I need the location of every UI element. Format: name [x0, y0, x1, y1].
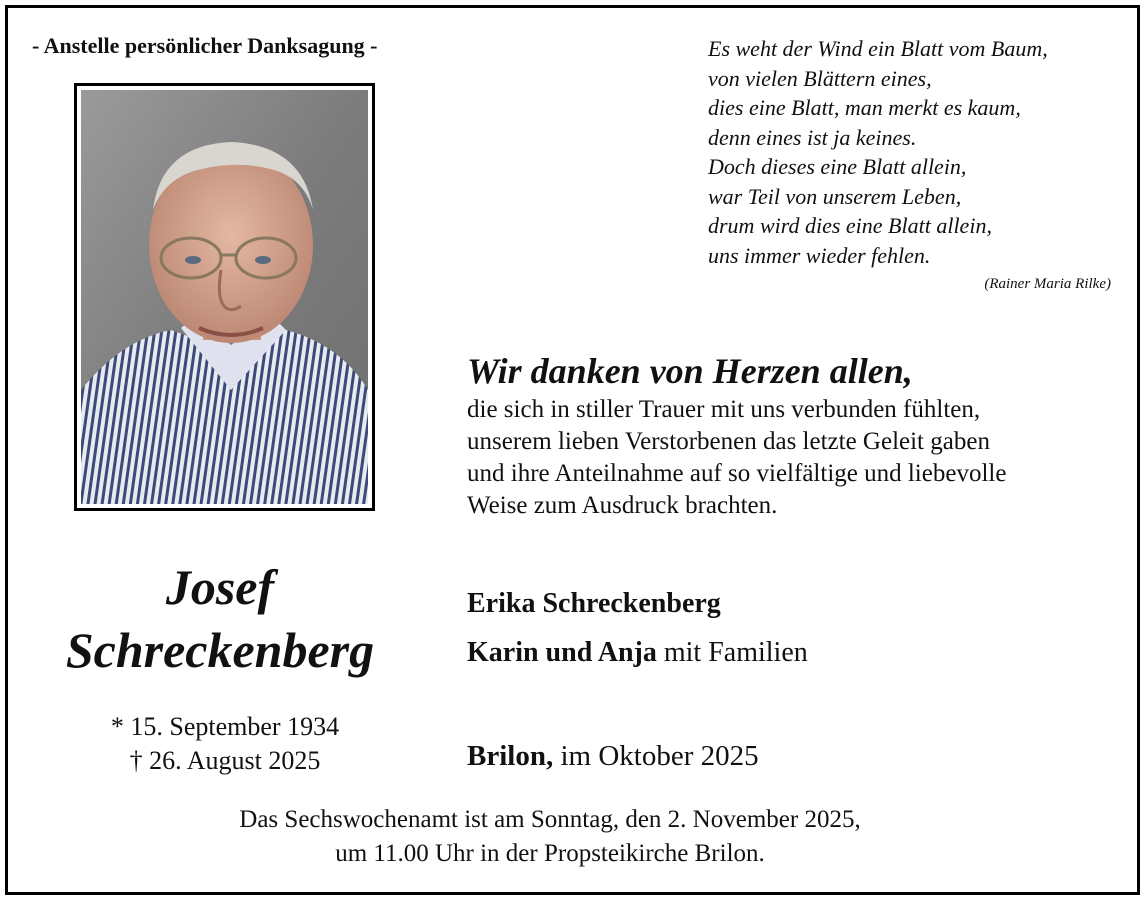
poem-line: Es weht der Wind ein Blatt vom Baum,: [708, 36, 1048, 61]
poem-line: Doch dieses eine Blatt allein,: [708, 154, 967, 179]
header-text: - Anstelle persönlicher Danksagung -: [32, 33, 378, 58]
thanks-line: die sich in stiller Trauer mit uns verbunden fühlten,: [467, 396, 981, 423]
poem-line: war Teil von unserem Leben,: [708, 183, 962, 209]
portrait-photo-frame: [74, 83, 375, 511]
family-suffix: mit Familien: [656, 637, 808, 668]
thanks-title: Wir danken von Herzen allen,: [467, 351, 913, 391]
poem-author: (Rainer Maria Rilke): [984, 276, 1111, 292]
deceased-first-name: Josef: [165, 559, 275, 615]
poem-line: denn eines ist ja keines.: [708, 124, 917, 150]
thanks-line: unserem lieben Verstorbenen das letzte Geleit gaben: [467, 428, 990, 455]
place-date-text: im Oktober 2025: [553, 740, 759, 772]
poem: [708, 34, 1048, 270]
family-names: Karin und Anja: [467, 637, 657, 668]
footer-notice: [0, 803, 1100, 871]
thanks-body: [467, 394, 1006, 522]
footer-line: Das Sechswochenamt ist am Sonntag, den 2. November 2025,: [239, 806, 861, 833]
place-date: [467, 740, 759, 773]
death-date: † 26. August 2025: [129, 746, 321, 775]
birth-date: * 15. September 1934: [110, 712, 340, 741]
portrait-photo: [81, 90, 368, 504]
life-dates: [20, 710, 430, 778]
poem-line: uns immer wieder fehlen.: [708, 242, 931, 268]
poem-line: drum wird dies eine Blatt allein,: [708, 213, 992, 238]
poem-line: dies eine Blatt, man merkt es kaum,: [708, 95, 1021, 120]
poem-line: von vielen Blättern eines,: [708, 65, 932, 91]
family-line-2: [467, 637, 808, 669]
family-line-1: Erika Schreckenberg: [467, 588, 721, 619]
deceased-last-name: Schreckenberg: [65, 622, 375, 678]
place-city: Brilon,: [467, 740, 554, 772]
footer-line: um 11.00 Uhr in der Propsteikirche Brilon.: [335, 840, 765, 867]
thanks-line: Weise zum Ausdruck brachten.: [467, 492, 778, 519]
thanks-line: und ihre Anteilnahme auf so vielfältige und liebevolle: [467, 460, 1007, 487]
